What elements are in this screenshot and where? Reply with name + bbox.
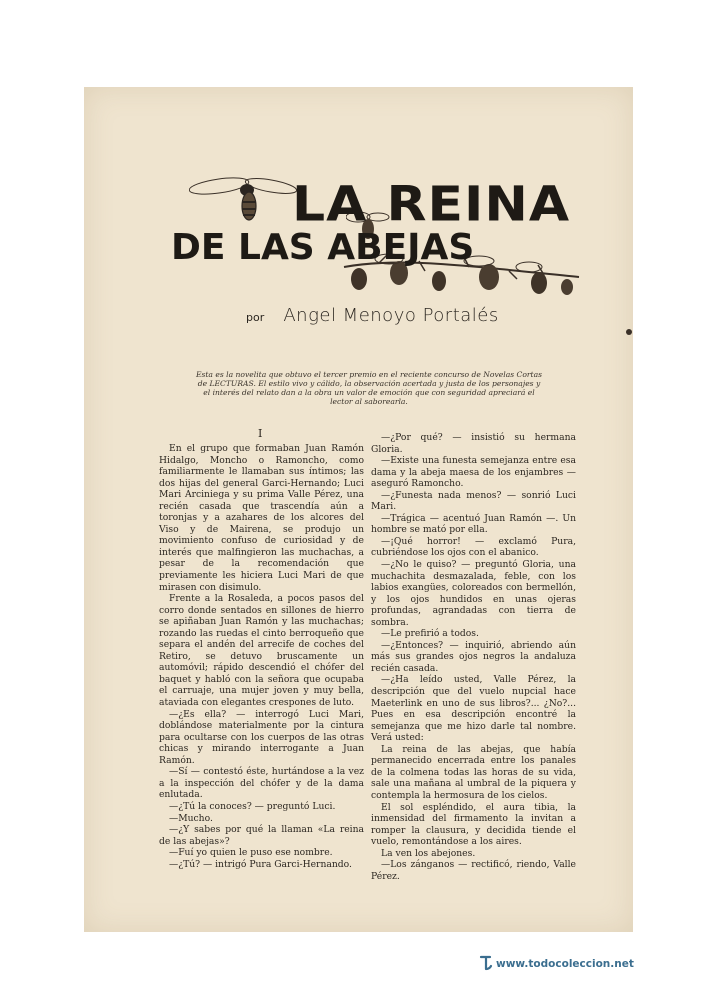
paragraph: —Mucho. (169, 812, 213, 824)
watermark-logo-icon (478, 955, 494, 971)
author-name: Angel Menoyo Portalés (283, 305, 499, 326)
paragraph: —¿Por qué? — insistió su hermana Gloria. (371, 432, 576, 455)
article-title-line1: LA REINA (292, 177, 571, 233)
paragraph: —Los zánganos — rectificó, riendo, Valle Pérez. (371, 859, 576, 882)
editorial-note: Esta es la novelita que obtuvo el tercer premio en el reciente concurso de Novelas Cortas de LECTURAS. El estilo vivo y cálido, la observación acertada y justa de los personajes y el interés del relato dan a la obra un valor de emoción que con seguridad apreciará el lector al saborearla. (195, 370, 543, 406)
magazine-page (84, 87, 633, 932)
bee-illustration-large (189, 172, 299, 232)
chapter-number: I (258, 427, 263, 440)
page-mark (626, 329, 632, 335)
text-column-right (371, 432, 576, 882)
paragraph: —Existe una funesta semejanza entre esa dama y la abeja maesa de los enjambres — aseguró Ramoncho. (371, 455, 576, 490)
paragraph: El sol espléndido, el aura tibia, la inmensidad del firmamento la invitan a romper la clausura, y decidida tiende el vuelo, remontándose a los aires. (371, 801, 576, 848)
byline (246, 305, 499, 326)
paragraph: La reina de las abejas, que había permanecido encerrada entre los panales de la colmena todas las horas de su vida, sale una mañana al umbral de la piquera y contempla la hermosura de los cielos. (371, 743, 576, 801)
paragraph: —¿Y sabes por qué la llaman «La reina de las abejas»? (159, 824, 364, 847)
byline-prefix: por (246, 311, 265, 324)
paragraph: —Sí — contestó éste, hurtándose a la vez a la inspección del chófer y de la dama enlutada. (159, 766, 364, 801)
paragraph: —¡Qué horror! — exclamó Pura, cubriéndose los ojos con el abanico. (371, 535, 576, 559)
paragraph: —¿No le quiso? — preguntó Gloria, una muchachita desmazalada, feble, con los labios exangües, coloreados con bermellón, y los ojos hundidos en unas ojeras profundas, agrandadas con tierra de sombra. (371, 559, 576, 628)
paragraph: —¿Es ella? — interrogó Luci Mari, doblándose materialmente por la cintura para ocultarse con los cuerpos de las otras chicas y mirando interrogante a Juan Ramón. (159, 708, 364, 766)
paragraph: —Fuí yo quien le puso ese nombre. (169, 847, 333, 859)
paragraph: —¿Tú? — intrigó Pura Garci-Hernando. (169, 858, 352, 870)
paragraph: —¿Entonces? — inquirió, abriendo aún más sus grandes ojos negros la andaluza recién casada. (371, 639, 576, 674)
paragraph: En el grupo que formaban Juan Ramón Hidalgo, Moncho o Ramoncho, como familiarmente le llamaban sus íntimos; las dos hijas del general Garci-Hernando; Luci Mari Arciniega y su prima Valle Pérez, una recién casada que trascendía aún a toronjas y a azahares de los alcores del Viso y de Mairena, se produjo un movimiento confuso de curiosidad y de interés que malfingieron las muchachas, a pesar de la recomendación que previamente les hiciera Luci Mari de que mirasen con disimulo. (159, 443, 364, 593)
paragraph: —¿Ha leído usted, Valle Pérez, la descripción que del vuelo nupcial hace Maeterlink en uno de sus libros?... ¿No?... Pues en esa descripción encontré la semejanza que me hizo darle tal nombre. Verá usted: (371, 674, 576, 744)
paragraph: —Le prefirió a todos. (381, 628, 479, 640)
paragraph: —Trágica — acentuó Juan Ramón —. Un hombre se mató por ella. (371, 512, 576, 536)
paragraph: —¿Tú la conoces? — preguntó Luci. (169, 800, 336, 812)
paragraph: —¿Funesta nada menos? — sonrió Luci Mari. (371, 489, 576, 513)
article-title-line2: DE LAS ABEJAS (171, 227, 475, 268)
watermark-text: www.todocoleccion.net (496, 958, 634, 970)
paragraph: La ven los abejones. (381, 847, 476, 859)
text-column-left (159, 443, 364, 870)
paragraph: Frente a la Rosaleda, a pocos pasos del corro donde sentados en sillones de hierro se apiñaban Juan Ramón y las muchachas; rozando las ruedas el cinto berroqueño que separa el andén del arrecife de coches del Retiro, se detuvo bruscamente un automóvil; rápido descendió el chófer del baquet y habló con la señora que ocupaba el carruaje, una mujer joven y muy bella, ataviada con elegantes crespones de luto. (159, 593, 364, 709)
